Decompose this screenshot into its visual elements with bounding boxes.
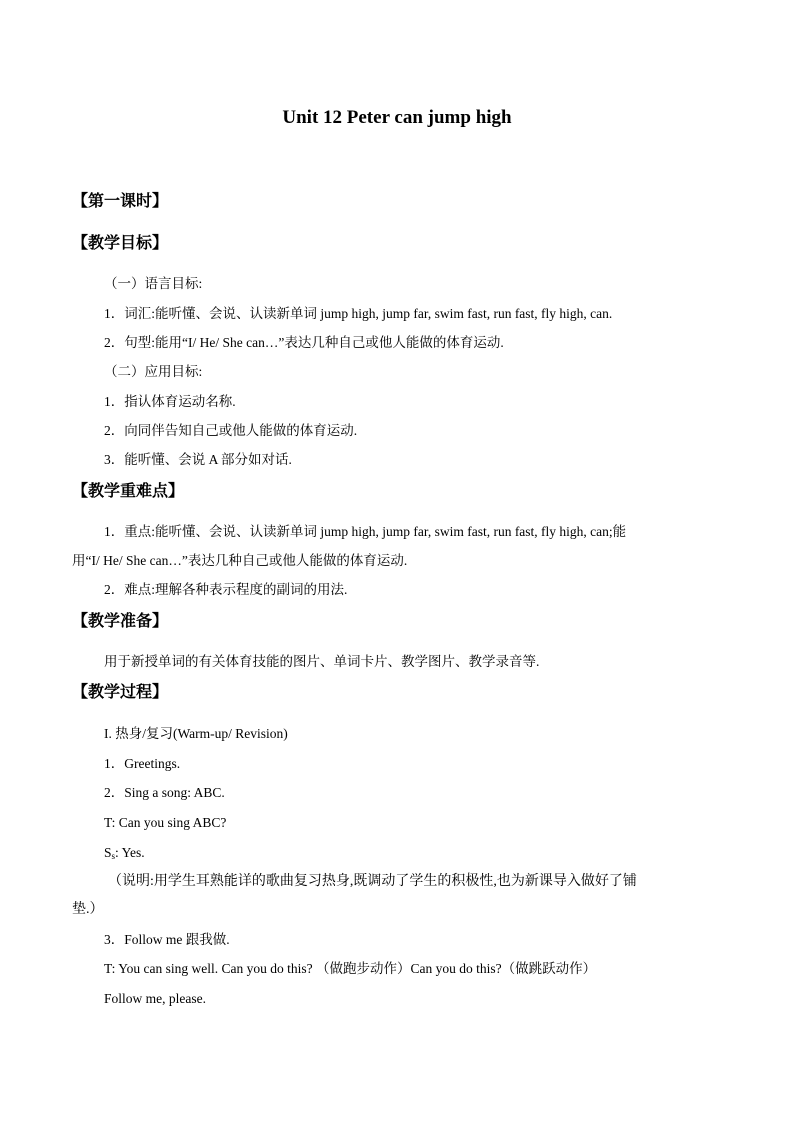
note-line-2: 垫.）: [72, 902, 104, 917]
preparation-heading: 【教学准备】: [72, 613, 169, 630]
follow-me-line: Follow me, please.: [104, 991, 206, 1006]
application-goal-2: 2．向同伴告知自己或他人能做的体育运动.: [104, 423, 358, 438]
process-heading: 【教学过程】: [72, 684, 169, 701]
note-line-1: （说明:用学生耳熟能详的歌曲复习热身,既调动了学生的积极性,也为新课导入做好了铺: [108, 874, 637, 889]
application-goal-3: 3．能听懂、会说 A 部分如对话.: [104, 452, 292, 467]
process-item-1: 1．Greetings.: [104, 756, 181, 771]
key-point-2: 2．难点:理解各种表示程度的副词的用法.: [104, 582, 348, 597]
language-goals-header: （一）语言目标:: [104, 276, 203, 291]
student-line: [104, 843, 145, 866]
student-reply: : Yes.: [115, 845, 145, 860]
lesson-heading: 【第一课时】: [72, 193, 169, 210]
teacher-line-2: T: You can sing well. Can you do this? （做跑步动作）Can you do this?（做跳跃动作）: [104, 961, 597, 976]
student-label: S: [104, 845, 112, 860]
key-points-heading: 【教学重难点】: [72, 483, 185, 500]
process-item-2: 2．Sing a song: ABC.: [104, 785, 225, 800]
language-goal-1: 1．词汇:能听懂、会说、认读新单词 jump high, jump far, swim fast, run fast, fly high, can.: [104, 306, 613, 321]
preparation-text: 用于新授单词的有关体育技能的图片、单词卡片、教学图片、教学录音等.: [104, 654, 540, 669]
document-title: Unit 12 Peter can jump high: [282, 107, 512, 128]
student-label-subscript: s: [111, 851, 116, 861]
application-goals-header: （二）应用目标:: [104, 364, 203, 379]
application-goal-1: 1．指认体育运动名称.: [104, 394, 236, 409]
process-step-1: I. 热身/复习(Warm-up/ Revision): [104, 726, 288, 741]
goals-heading: 【教学目标】: [72, 235, 169, 252]
key-point-1-line-2: 用“I/ He/ She can…”表达几种自己或他人能做的体育运动.: [72, 553, 408, 568]
teacher-line-1: T: Can you sing ABC?: [104, 815, 227, 830]
key-point-1-line-1: 1．重点:能听懂、会说、认读新单词 jump high, jump far, swim fast, run fast, fly high, can;能: [104, 524, 627, 539]
process-item-3: 3．Follow me 跟我做.: [104, 932, 230, 947]
language-goal-2: 2．句型:能用“I/ He/ She can…”表达几种自己或他人能做的体育运动.: [104, 335, 504, 350]
